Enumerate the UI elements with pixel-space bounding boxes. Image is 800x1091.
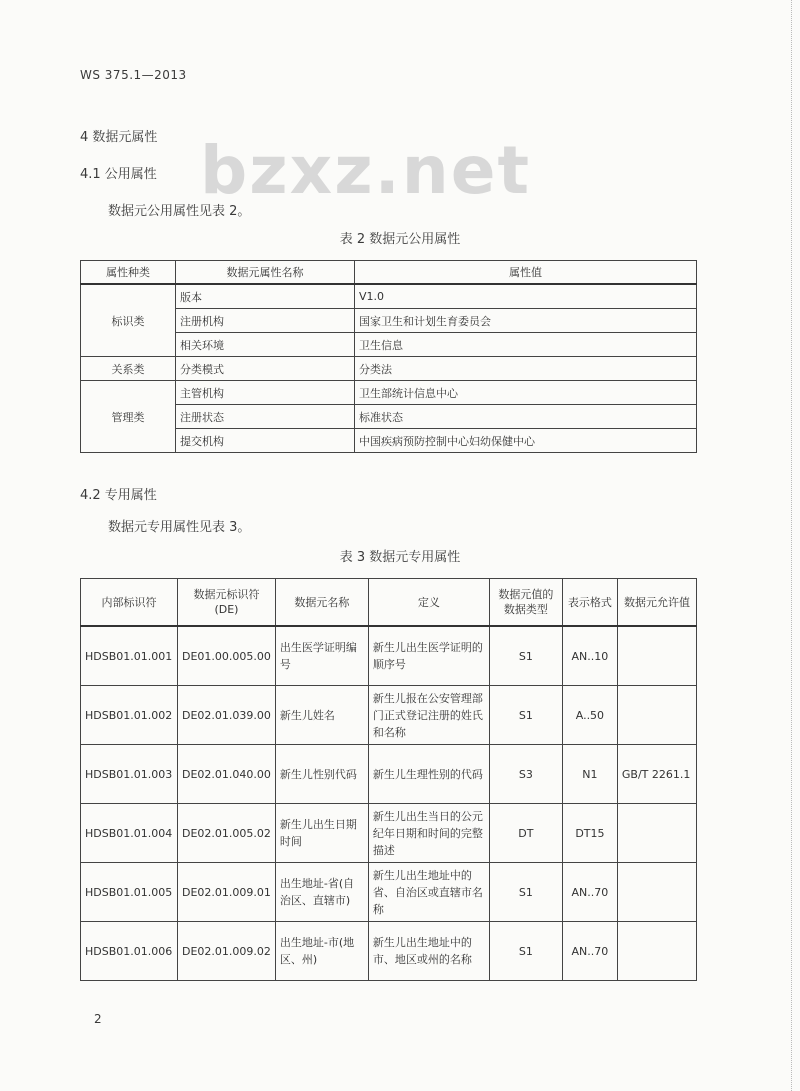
table3-allowed-value (617, 686, 696, 745)
table3-definition: 新生儿生理性别的代码 (368, 745, 489, 804)
table2-header: 属性种类 (81, 261, 176, 285)
table2-attr-value: 国家卫生和计划生育委员会 (355, 309, 697, 333)
table3-data-type: S1 (489, 922, 562, 981)
table3-de-name: 出生地址-市(地区、州) (275, 922, 368, 981)
table-3 (80, 578, 697, 981)
table2-header: 属性值 (355, 261, 697, 285)
table3-format: N1 (562, 745, 617, 804)
table2-attr-value: 标准状态 (355, 405, 697, 429)
table2-attr-value: 中国疾病预防控制中心妇幼保健中心 (355, 429, 697, 453)
table3-allowed-value (617, 626, 696, 686)
table-row (81, 922, 697, 981)
table3-definition: 新生儿出生当日的公元纪年日期和时间的完整描述 (368, 804, 489, 863)
table-row (81, 686, 697, 745)
table2-attr-name: 主管机构 (176, 381, 355, 405)
section-4-heading: 4 数据元属性 (80, 130, 158, 145)
table3-internal-id: HDSB01.01.005 (81, 863, 178, 922)
table3-de-name: 新生儿性别代码 (275, 745, 368, 804)
standard-number: WS 375.1—2013 (80, 68, 187, 82)
table2-header: 数据元属性名称 (176, 261, 355, 285)
table3-de-id: DE02.01.009.02 (178, 922, 276, 981)
table3-header: 数据元允许值 (617, 579, 696, 627)
table3-internal-id: HDSB01.01.006 (81, 922, 178, 981)
table3-de-id: DE02.01.040.00 (178, 745, 276, 804)
table3-data-type: S1 (489, 863, 562, 922)
page-number: 2 (94, 1012, 102, 1026)
table-row (81, 863, 697, 922)
table3-de-name: 出生医学证明编号 (275, 626, 368, 686)
table3-data-type: S3 (489, 745, 562, 804)
table2-caption: 表 2 数据元公用属性 (339, 232, 461, 247)
table3-definition: 新生儿报在公安管理部门正式登记注册的姓氏和名称 (368, 686, 489, 745)
table3-format: AN..70 (562, 863, 617, 922)
table3-allowed-value (617, 863, 696, 922)
table-2 (80, 260, 697, 453)
table3-de-id: DE02.01.005.02 (178, 804, 276, 863)
table2-attr-name: 相关环境 (176, 333, 355, 357)
table2-attr-value: V1.0 (355, 284, 697, 309)
table-row (81, 626, 697, 686)
section-4-2-heading: 4.2 专用属性 (80, 488, 157, 503)
table3-data-type: S1 (489, 686, 562, 745)
table3-allowed-value (617, 922, 696, 981)
table2-attr-value: 卫生信息 (355, 333, 697, 357)
table-row (81, 284, 697, 309)
table2-attr-value: 卫生部统计信息中心 (355, 381, 697, 405)
table2-attr-name: 分类模式 (176, 357, 355, 381)
table3-de-id: DE02.01.039.00 (178, 686, 276, 745)
table3-header: 数据元值的数据类型 (489, 579, 562, 627)
table3-definition: 新生儿出生地址中的省、自治区或直辖市名称 (368, 863, 489, 922)
table3-allowed-value: GB/T 2261.1 (617, 745, 696, 804)
table3-header: 数据元名称 (275, 579, 368, 627)
table3-internal-id: HDSB01.01.004 (81, 804, 178, 863)
table3-definition: 新生儿出生地址中的市、地区或州的名称 (368, 922, 489, 981)
watermark: bzxz.net (200, 132, 532, 209)
section-4-1-heading: 4.1 公用属性 (80, 167, 157, 182)
table2-category: 关系类 (81, 357, 176, 381)
table3-format: A..50 (562, 686, 617, 745)
scan-edge (789, 0, 792, 1091)
table3-data-type: DT (489, 804, 562, 863)
table3-caption: 表 3 数据元专用属性 (339, 550, 461, 565)
table2-attr-name: 版本 (176, 284, 355, 309)
table3-allowed-value (617, 804, 696, 863)
table3-format: AN..10 (562, 626, 617, 686)
table2-category: 管理类 (81, 381, 176, 453)
table2-attr-name: 注册机构 (176, 309, 355, 333)
table3-internal-id: HDSB01.01.003 (81, 745, 178, 804)
table3-header: 表示格式 (562, 579, 617, 627)
table3-format: DT15 (562, 804, 617, 863)
table3-header: 数据元标识符(DE) (178, 579, 276, 627)
table3-de-id: DE01.00.005.00 (178, 626, 276, 686)
table3-header: 定义 (368, 579, 489, 627)
table2-attr-name: 提交机构 (176, 429, 355, 453)
table3-de-name: 新生儿姓名 (275, 686, 368, 745)
table3-de-name: 新生儿出生日期时间 (275, 804, 368, 863)
table3-internal-id: HDSB01.01.002 (81, 686, 178, 745)
table3-de-name: 出生地址-省(自治区、直辖市) (275, 863, 368, 922)
table3-de-id: DE02.01.009.01 (178, 863, 276, 922)
table-row (81, 381, 697, 405)
table-row (81, 745, 697, 804)
section-4-2-text: 数据元专用属性见表 3。 (108, 520, 251, 535)
table2-attr-value: 分类法 (355, 357, 697, 381)
table2-attr-name: 注册状态 (176, 405, 355, 429)
table3-header: 内部标识符 (81, 579, 178, 627)
table3-format: AN..70 (562, 922, 617, 981)
table-row (81, 357, 697, 381)
section-4-1-text: 数据元公用属性见表 2。 (108, 204, 251, 219)
table-row (81, 804, 697, 863)
table3-data-type: S1 (489, 626, 562, 686)
table3-definition: 新生儿出生医学证明的顺序号 (368, 626, 489, 686)
table2-category: 标识类 (81, 284, 176, 357)
table3-internal-id: HDSB01.01.001 (81, 626, 178, 686)
